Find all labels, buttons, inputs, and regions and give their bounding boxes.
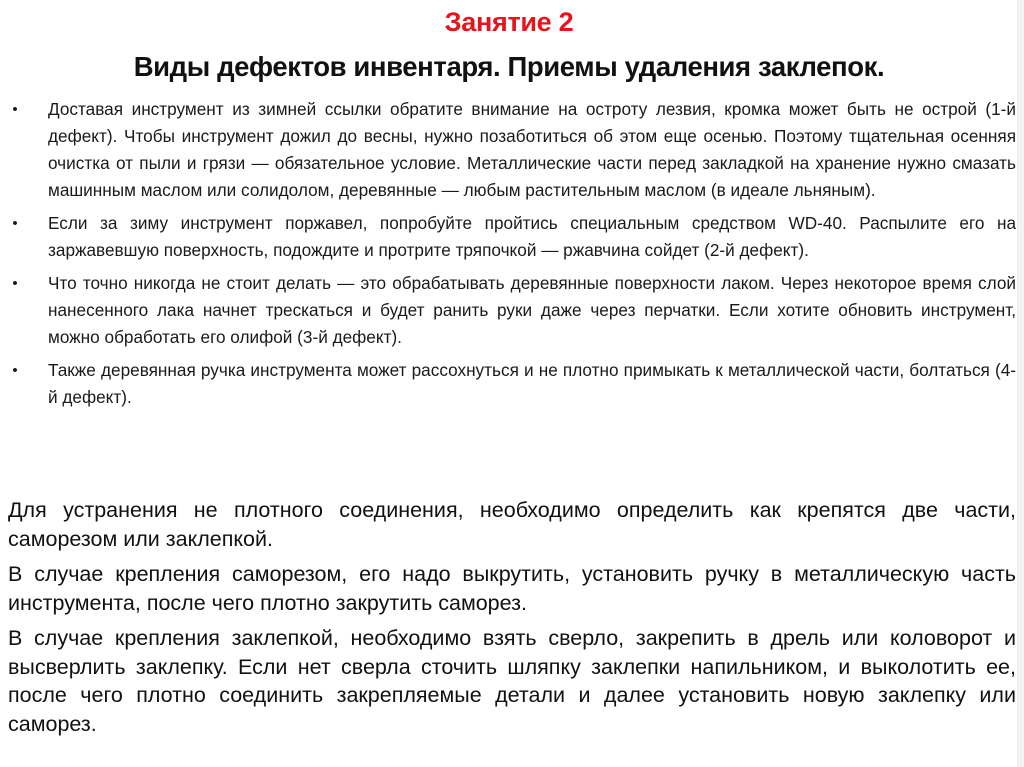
bullet-item [8, 96, 1016, 204]
bullet-icon: • [12, 362, 18, 379]
bullet-item [8, 357, 1016, 411]
bullet-icon: • [12, 101, 18, 118]
bullet-item [8, 270, 1016, 351]
bullet-list [8, 96, 1016, 417]
bullet-item [8, 210, 1016, 264]
bullet-text: Также деревянная ручка инструмента может рассохнуться и не плотно примыкать к металлической части, болтаться (4-й дефект). [48, 360, 1016, 407]
right-edge-strip [1017, 0, 1024, 767]
bullet-text: Если за зиму инструмент поржавел, попробуйте пройтись специальным средством WD-40. Распылите его на заржавевшую поверхность, подождите и протрите тряпочкой — ржавчина сойдет (2-й дефект). [48, 213, 1016, 260]
bullet-text: Что точно никогда не стоит делать — это обрабатывать деревянные поверхности лаком. Через некоторое время слой нанесенного лака начнет трескаться и будет ранить руки даже через перчатки. Если хотите обновить инструмент, можно обработать его олифой (3-й дефект). [48, 273, 1016, 347]
lesson-label: Занятие 2 [444, 7, 574, 37]
slide-title: Виды дефектов инвентаря. Приемы удаления заклепок. [133, 51, 885, 82]
paragraph: В случае крепления заклепкой, необходимо взять сверло, закрепить в дрель или коловорот и высверлить заклепку. Если нет сверла сточить шляпку заклепки напильником, и выколотить ее, после чего плотно соединить закрепляемые детали и далее установить новую заклепку или саморез. [8, 626, 1016, 736]
instructions-block [8, 496, 1016, 745]
paragraph: В случае крепления саморезом, его надо выкрутить, установить ручку в металлическую часть инструмента, после чего плотно закрутить саморез. [8, 562, 1016, 615]
bullet-text: Доставая инструмент из зимней ссылки обратите внимание на остроту лезвия, кромка может быть не острой (1-й дефект). Чтобы инструмент дожил до весны, нужно позаботиться об этом еще осенью. Поэтому тщательная осенняя очистка от пыли и грязи — обязательное условие. Металлические части перед закладкой на хранение нужно смазать машинным маслом или солидолом, деревянные — любым растительным маслом (в идеале льняным). [48, 99, 1016, 200]
bullet-icon: • [12, 275, 18, 292]
paragraph: Для устранения не плотного соединения, необходимо определить как крепятся две части, саморезом или заклепкой. [8, 498, 1016, 551]
bullet-icon: • [12, 215, 18, 232]
